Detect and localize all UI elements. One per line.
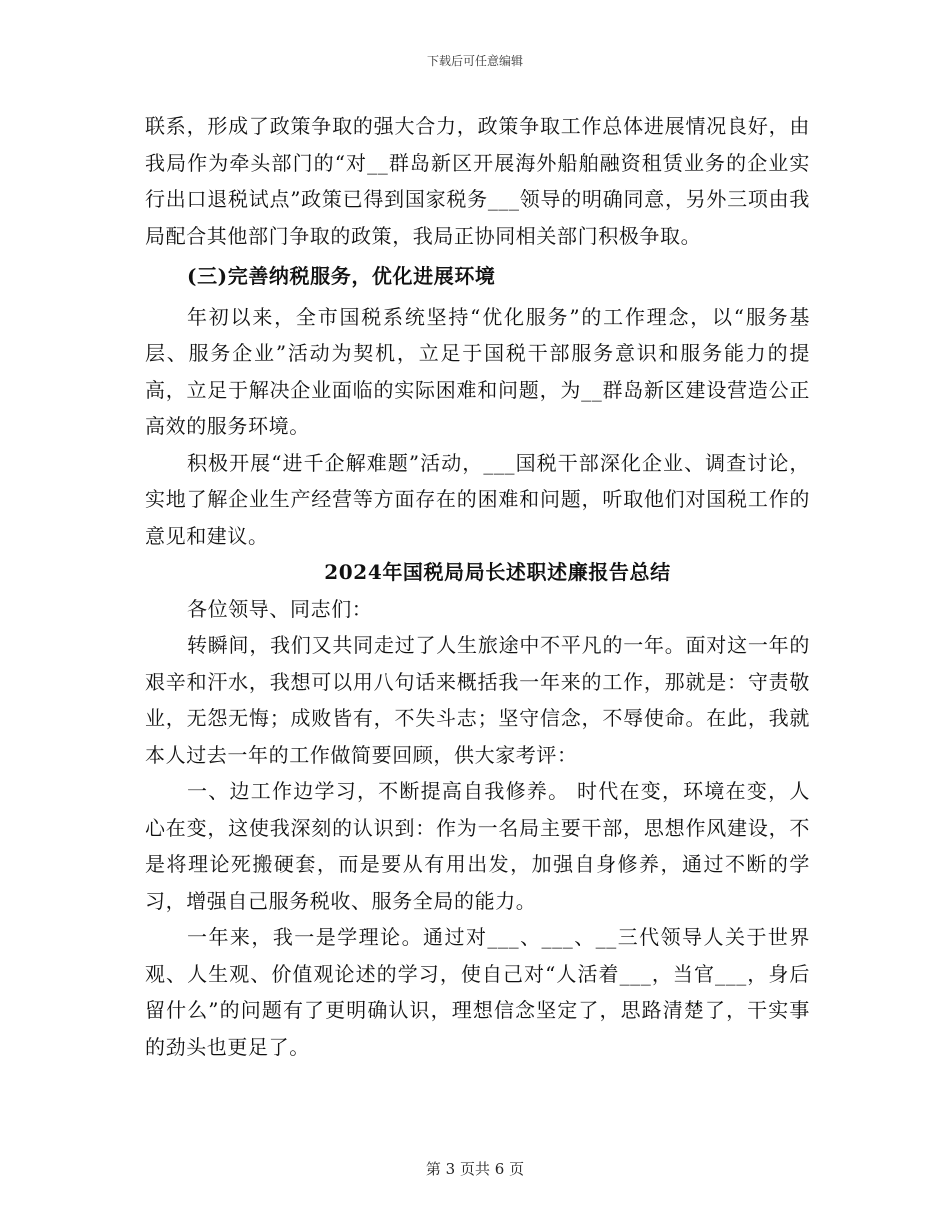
paragraph-intro: 转瞬间，我们又共同走过了人生旅途中不平凡的一年。面对这一年的艰辛和汗水，我想可以用八句话来概括我一年来的工作，那就是：守责敬业，无怨无悔；成败皆有，不失斗志；坚守信念，不辱使命。在此，我就本人过去一年的工作做简要回顾，供大家考评： — [145, 633, 810, 767]
paragraph-theory: 一年来，我一是学理论。通过对___、___、__三代领导人关于世界观、人生观、价值观论述的学习，使自己对“人活着___，当官___，身后留什么”的问题有了更明确认识，理想信念坚定了，思路清楚了，干实事的劲头也更足了。 — [145, 925, 810, 1059]
paragraph-service: 年初以来，全市国税系统坚持“优化服务”的工作理念，以“服务基层、服务企业”活动为契机，立足于国税干部服务意识和服务能力的提高，立足于解决企业面临的实际困难和问题，为__群岛新区建设营造公正高效的服务环境。 — [145, 304, 810, 438]
document-title: 2024年国税局局长述职述廉报告总结 — [324, 560, 671, 584]
paragraph-learning: 一、边工作边学习，不断提高自我修养。 时代在变，环境在变，人心在变，这使我深刻的认识到：作为一名局主要干部，思想作风建设，不是将理论死搬硬套，而是要从有用出发，加强自身修养，通过不断的学习，增强自己服务税收、服务全局的能力。 — [145, 779, 810, 913]
page-footer: 第 3 页共 6 页 — [425, 1160, 525, 1178]
greeting: 各位领导、同志们： — [187, 596, 373, 621]
document-body — [145, 108, 810, 1065]
paragraph-policy-cont: 联系，形成了政策争取的强大合力，政策争取工作总体进展情况良好，由我局作为牵头部门的“对__群岛新区开展海外船舶融资租赁业务的企业实行出口退税试点”政策已得到国家税务___领导的明确同意，另外三项由我局配合其他部门争取的政策，我局正协同相关部门积极争取。 — [145, 114, 810, 248]
section-heading-3: (三)完善纳税服务，优化进展环境 — [187, 264, 496, 288]
page-header: 下载后可任意编辑 — [426, 54, 523, 68]
paragraph-activity: 积极开展“进千企解难题”活动，___国税干部深化企业、调查讨论，实地了解企业生产经营等方面存在的困难和问题，听取他们对国税工作的意见和建议。 — [145, 450, 810, 548]
